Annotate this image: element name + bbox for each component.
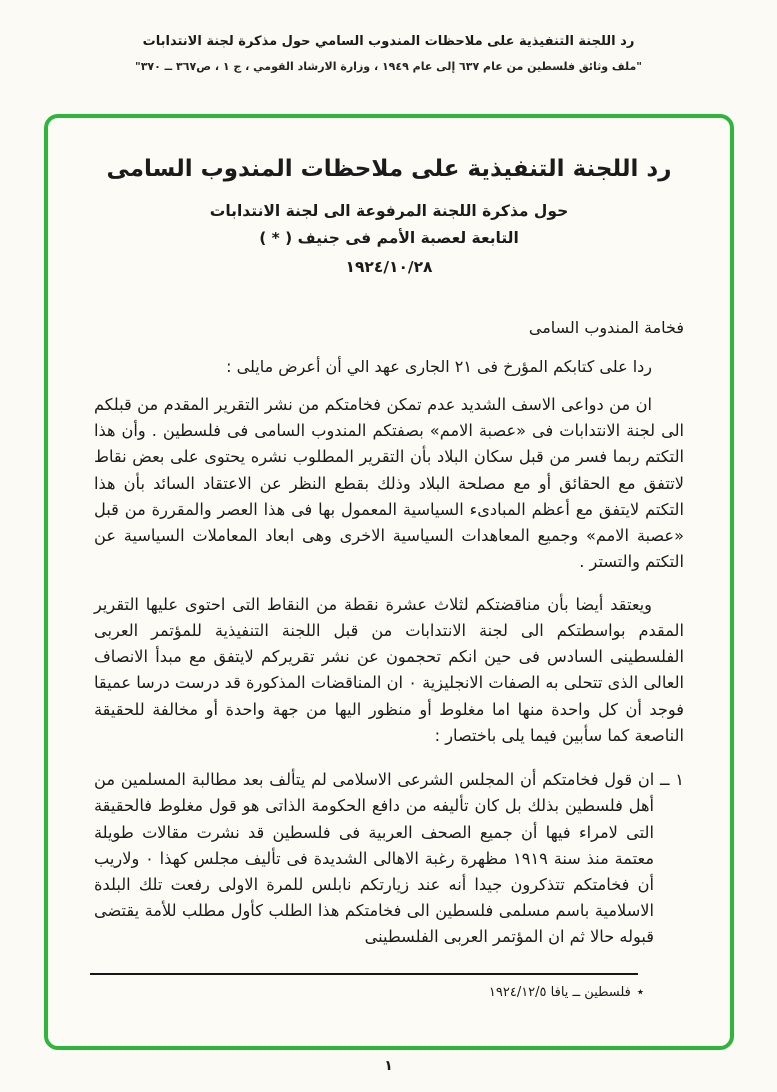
page-number: ١ (384, 1058, 393, 1074)
body-paragraph-1: ان من دواعى الاسف الشديد عدم تمكن فخامتكم من نشر التقرير المقدم من قبلكم الى لجنة الانتدابات فى «عصبة الامم» بصفتكم المندوب السامى فى فلسطين . وأن هذا التكتم ربما فسر من قبل سكان البلاد بأن التقرير المطلوب نشره يحتوى على بعض نقاط لاتتفق مع الحقائق أو مع مصلحة البلاد وذلك بقطع النظر عن الاعتقاد السائد بأن هذا التكتم لايتفق مع أعظم المبادىء السياسية المعمول بها فى هذا العصر والمقررة من قبل «عصبة الامم» وجميع المعاهدات السياسية الاخرى وهى ابعاد المعاملات السياسية عن التكتم والتستر . (94, 395, 684, 572)
footnote-asterisk-icon: ٭ (636, 984, 644, 1000)
footnote (94, 985, 684, 1000)
document-date: ١٩٢٤/١٠/٢٨ (345, 258, 433, 276)
numbered-item-1-text: ان قول فخامتكم أن المجلس الشرعى الاسلامى لم يتألف بعد مطالبة المسلمين من أهل فلسطين بذلك بل كان تأليفه من دافع الحكومة الذاتى هو قول مغلوط فالحقيقة التى لامراء فيها أن جميع الصحف العربية فى فلسطين قد نشرت مقالات طويلة معتمة منذ سنة ١٩١٩ مظهرة رغبة الاهالى الشديدة فى تأليف مجلس كهذا ٠ ولاريب أن فخامتكم تتذكرون جيدا أنه عند زيارتكم نابلس للمرة الاولى رفعت تلك البلدة الاسلامية باسم مسلمى فلسطين الى فخامتكم هذا الطلب كأول مطلب للأمة يقتضى قبوله حالا ثم ان المؤتمر العربى الفلسطينى (94, 770, 655, 947)
opening-line: ردا على كتابكم المؤرخ فى ٢١ الجارى عهد الي أن أعرض مايلى : (226, 357, 652, 376)
footnote-text: فلسطين ــ يافا ١٩٢٤/١٢/٥ (488, 984, 631, 1000)
document-frame (44, 114, 734, 1050)
document-subtitle-2: التابعة لعصبة الأمم فى جنيف ( * ) (259, 229, 519, 247)
document-title: رد اللجنة التنفيذية على ملاحظات المندوب السامى (106, 156, 672, 182)
document-subtitle-1: حول مذكرة اللجنة المرفوعة الى لجنة الانتدابات (209, 202, 569, 220)
footnote-divider (90, 973, 638, 975)
document-page (48, 118, 730, 1000)
page-header (0, 0, 777, 73)
numbered-item-1 (94, 767, 684, 951)
salutation-line: فخامة المندوب السامى (528, 318, 684, 337)
body-paragraph-2: ويعتقد أيضا بأن مناقضتكم لثلاث عشرة نقطة من النقاط التى احتوى عليها التقرير المقدم بواسطتكم الى لجنة الانتدابات من قبل اللجنة التنفيذية للمؤتمر العربى الفلسطينى السادس فى حين انكم تحجمون عن نشر تقريركم لايتفق مع مبدأ الانصاف العالى الذى تتحلى به الصفات الانجليزية ٠ ان المناقضات المذكورة قد درست درسا عميقا فوجد أن كل واحدة منها اما مغلوط أو منظور اليها من جهة واحدة أو مخالفة للحقيقة الناصعة كما سأبين فيما يلى باختصار : (94, 594, 684, 745)
numbered-item-1-marker: ١ ــ (660, 770, 684, 790)
header-citation: "ملف وثائق فلسطين من عام ٦٣٧ إلى عام ١٩٤٩ ، وزارة الارشاد القومي ، ج ١ ، ص٣٦٧ ــ ٣٧٠" (134, 60, 643, 73)
header-title: رد اللجنة التنفيذية على ملاحظات المندوب السامي حول مذكرة لجنة الانتدابات (142, 34, 635, 49)
